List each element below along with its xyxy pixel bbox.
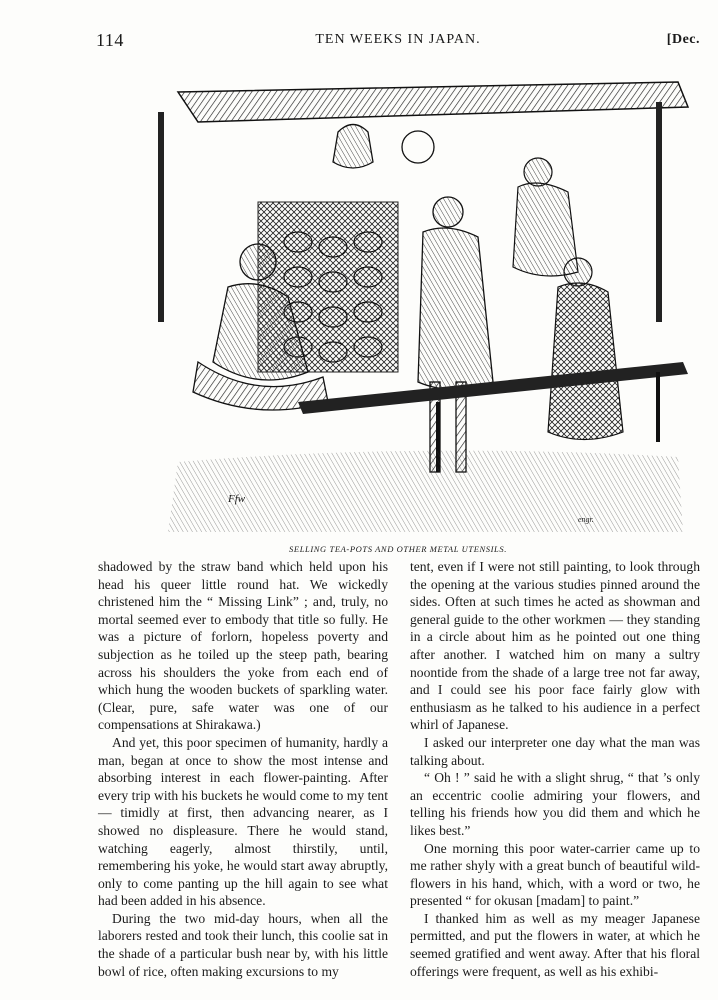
paragraph: I asked our interpreter one day what the man was talking about.	[410, 734, 700, 768]
hanging-kettle	[333, 125, 434, 169]
market-stall-illustration	[138, 62, 698, 537]
ground	[168, 451, 683, 532]
paragraph: I thanked him as well as my meager Japanese permitted, and put the flowers in water, at which he seemed gratified and went away. After that his floral offerings were frequent, as well as his exhibi-	[410, 910, 700, 979]
page-number: 114	[96, 30, 124, 50]
paragraph: And yet, this poor specimen of humanity, hardly a man, began at once to show the most intense and absorbing interest in each flower-painting. After every trip with his buckets he would come to my tent — timidly at first, then advancing nearer, as I showed no displeasure. There he would stand, watching eagerly, almost thirstily, until, remembering his yoke, he would start away abruptly, only to come panting up the hill again to see what had been added in his absence.	[98, 734, 388, 909]
right-figures	[513, 158, 623, 440]
figure-caption: SELLING TEA-POTS AND OTHER METAL UTENSILS.	[289, 544, 507, 554]
artist-signature: Ffw	[228, 493, 246, 505]
left-column	[98, 558, 388, 980]
engraver-signature: engr.	[578, 515, 594, 524]
paragraph: shadowed by the straw band which held upon his head his queer little round hat. We wickedly christened him the “ Missing Link” ; and, truly, no mortal seemed ever to embody that title so fully. He was a picture of forlorn, hopeless poverty and subjection as he toiled up the steep path, bearing across his shoulders the yoke from each end of which hung the wooden buckets of sparkling water. (Clear, pure, safe water was one of our compensations at Shirakawa.)	[98, 559, 388, 733]
running-title: TEN WEEKS IN JAPAN.	[315, 32, 481, 47]
paragraph: During the two mid-day hours, when all the laborers rested and took their lunch, this coolie sat in the shade of a particular bush near by, with his little bowl of rice, often making excursions to my	[98, 910, 388, 979]
standing-figure	[418, 197, 493, 472]
right-column	[410, 558, 700, 980]
paragraph: tent, even if I were not still painting, to look through the opening at the various studies pinned around the sides. Often at such times he acted as showman and general guide to the other workmen — they standing in a circle about him as he pointed out one thing after another. I watched him on many a sultry noontide from the shade of a large tree not far away, and I could see his poor face fairly glow with enthusiasm as he talked to his audience in a perfect whirl of Japanese.	[410, 559, 700, 733]
section-mark: [Dec.	[666, 32, 700, 47]
paragraph: One morning this poor water-carrier came up to me rather shyly with a great bunch of beautiful wild-flowers in his hand, which, with a word or two, he presented “ for okusan [madam] to paint.”	[410, 840, 700, 909]
awning	[178, 82, 688, 122]
stall-post	[158, 112, 164, 322]
stall-post	[656, 102, 662, 322]
paragraph: “ Oh ! ” said he with a slight shrug, “ that ’s only an eccentric coolie admiring your flowers, and telling his friends how you did them and which he likes best.”	[410, 770, 700, 838]
running-header	[96, 30, 700, 54]
